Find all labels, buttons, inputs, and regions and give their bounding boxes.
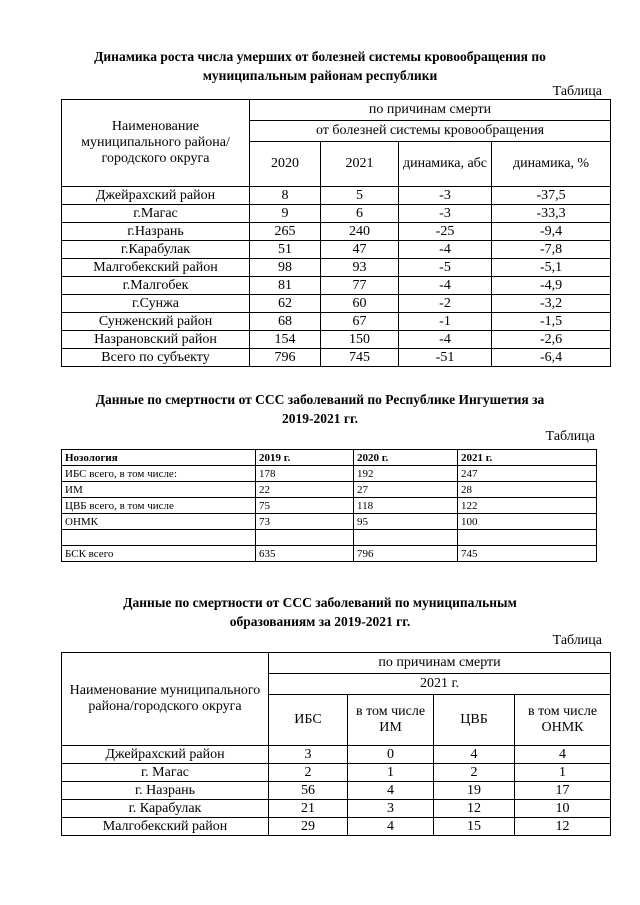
table-cell-y2019 — [256, 530, 354, 546]
table-cell-name — [62, 530, 256, 546]
table-cell-y2021: 100 — [458, 514, 597, 530]
header-district-name: Наименование муниципального района/городского округа — [62, 653, 269, 746]
table-cell-name: Всего по субъекту — [62, 349, 250, 367]
table-cell-v2020: 8 — [250, 187, 321, 205]
table-cell-name: ЦВБ всего, в том числе — [62, 498, 256, 514]
table-row — [62, 277, 611, 295]
table-cell-name: г.Малгобек — [62, 277, 250, 295]
table-cell-pct: -2,6 — [492, 331, 611, 349]
table-cell-name: Сунженский район — [62, 313, 250, 331]
table-cell-v2021: 47 — [321, 241, 399, 259]
header-incl-onmk: в том числе ОНМК — [515, 695, 611, 746]
table-cell-y2021: 247 — [458, 466, 597, 482]
table-cell-y2019: 75 — [256, 498, 354, 514]
table-cell-pct: -37,5 — [492, 187, 611, 205]
table-row — [62, 466, 597, 482]
table-cell-pct: -7,8 — [492, 241, 611, 259]
table-cell-v2021: 6 — [321, 205, 399, 223]
header-incl-im: в том числе ИМ — [348, 695, 434, 746]
table-cell-v2020: 68 — [250, 313, 321, 331]
section2-title — [0, 390, 640, 428]
table-cell-abs: -25 — [399, 223, 492, 241]
table-cell-v2021: 60 — [321, 295, 399, 313]
header-year: 2021 г. — [269, 674, 611, 695]
table-cell-pct: -5,1 — [492, 259, 611, 277]
table-cell-abs: -3 — [399, 187, 492, 205]
table-cell-pct: -33,3 — [492, 205, 611, 223]
table-row — [62, 349, 611, 367]
table-cell-name: Джейрахский район — [62, 187, 250, 205]
table-cell-abs: -5 — [399, 259, 492, 277]
table-cell-name: Джейрахский район — [62, 746, 269, 764]
table-cell-v2020: 98 — [250, 259, 321, 277]
section1-title-line1: Динамика роста числа умерших от болезней системы кровообращения по — [94, 49, 546, 64]
table-cell-y2020: 118 — [354, 498, 458, 514]
table-row — [62, 241, 611, 259]
table-cell-name: Малгобекский район — [62, 259, 250, 277]
table-cell-abs: -4 — [399, 241, 492, 259]
table-cell-y2019: 178 — [256, 466, 354, 482]
table-cell-pct: -9,4 — [492, 223, 611, 241]
table-cell-name: г. Карабулак — [62, 800, 269, 818]
section3-table-caption: Таблица — [552, 633, 602, 648]
table-cell-y2021: 122 — [458, 498, 597, 514]
table-cell-cvb: 19 — [434, 782, 515, 800]
section1-title — [0, 47, 640, 85]
table-cell-v2021: 5 — [321, 187, 399, 205]
nosology-rows — [62, 466, 597, 562]
table-cell-ibs: 29 — [269, 818, 348, 836]
table-cell-onmk: 10 — [515, 800, 611, 818]
table-cell-v2021: 77 — [321, 277, 399, 295]
table-cell-y2020: 192 — [354, 466, 458, 482]
table-cell-name: г.Карабулак — [62, 241, 250, 259]
table-row — [62, 331, 611, 349]
table-cell-y2021 — [458, 530, 597, 546]
mortality-dynamics-rows — [62, 187, 611, 367]
table-cell-onmk: 4 — [515, 746, 611, 764]
table-cell-cvb: 15 — [434, 818, 515, 836]
table-row — [62, 782, 611, 800]
table-cell-im: 0 — [348, 746, 434, 764]
header-dynamics-pct: динамика, % — [492, 142, 611, 187]
table-row — [62, 514, 597, 530]
table-cell-v2020: 796 — [250, 349, 321, 367]
table-cell-y2019: 22 — [256, 482, 354, 498]
section3-title-line1: Данные по смертности от ССС заболеваний по муниципальным — [123, 595, 517, 610]
table-cell-ibs: 21 — [269, 800, 348, 818]
section1-table-caption: Таблица — [552, 84, 602, 99]
section2-title-line2: 2019-2021 гг. — [282, 411, 358, 426]
table-cell-y2020 — [354, 530, 458, 546]
header-nosology: Нозология — [62, 450, 256, 466]
section2-table-caption: Таблица — [545, 429, 595, 444]
table-cell-cvb: 12 — [434, 800, 515, 818]
table-cell-v2021: 745 — [321, 349, 399, 367]
header-2020: 2020 г. — [354, 450, 458, 466]
table-cell-im: 3 — [348, 800, 434, 818]
header-2021: 2021 — [321, 142, 399, 187]
table-cell-name: г.Назрань — [62, 223, 250, 241]
table-cell-name: г. Назрань — [62, 782, 269, 800]
table-cell-im: 4 — [348, 818, 434, 836]
header-2019: 2019 г. — [256, 450, 354, 466]
section1-title-line2: муниципальным районам республики — [202, 68, 438, 83]
table-cell-name: г.Магас — [62, 205, 250, 223]
table-cell-abs: -4 — [399, 277, 492, 295]
table-row — [62, 259, 611, 277]
table-cell-v2021: 67 — [321, 313, 399, 331]
table-row — [62, 764, 611, 782]
table-cell-v2020: 62 — [250, 295, 321, 313]
header-district-name: Наименование муниципального района/городского округа — [62, 100, 250, 187]
header-cvb: ЦВБ — [434, 695, 515, 746]
table-row — [62, 187, 611, 205]
table-row — [62, 530, 597, 546]
table-cell-v2021: 150 — [321, 331, 399, 349]
table-cell-v2021: 240 — [321, 223, 399, 241]
table-cell-pct: -4,9 — [492, 277, 611, 295]
header-2021: 2021 г. — [458, 450, 597, 466]
table-cell-y2021: 28 — [458, 482, 597, 498]
table-cell-v2020: 81 — [250, 277, 321, 295]
municipal-mortality-rows — [62, 746, 611, 836]
table-cell-y2021: 745 — [458, 546, 597, 562]
header-causes: по причинам смерти — [269, 653, 611, 674]
table-cell-name: г.Сунжа — [62, 295, 250, 313]
table-cell-ibs: 3 — [269, 746, 348, 764]
table-cell-abs: -2 — [399, 295, 492, 313]
table-row — [62, 295, 611, 313]
table-cell-ibs: 2 — [269, 764, 348, 782]
table-cell-v2021: 93 — [321, 259, 399, 277]
table-row — [62, 546, 597, 562]
table-cell-cvb: 2 — [434, 764, 515, 782]
table-cell-abs: -4 — [399, 331, 492, 349]
table-cell-name: ИБС всего, в том числе: — [62, 466, 256, 482]
table-cell-pct: -1,5 — [492, 313, 611, 331]
table-cell-v2020: 9 — [250, 205, 321, 223]
table-row — [62, 800, 611, 818]
table-row — [62, 205, 611, 223]
table-cell-v2020: 51 — [250, 241, 321, 259]
table-row — [62, 746, 611, 764]
table-cell-cvb: 4 — [434, 746, 515, 764]
table-row — [62, 818, 611, 836]
table-cell-abs: -3 — [399, 205, 492, 223]
section3-title-line2: образованиям за 2019-2021 гг. — [229, 614, 411, 629]
section3-title — [0, 593, 640, 631]
table-cell-abs: -1 — [399, 313, 492, 331]
table-cell-onmk: 17 — [515, 782, 611, 800]
nosology-table — [61, 449, 597, 562]
table-cell-name: Малгобекский район — [62, 818, 269, 836]
table-cell-y2019: 635 — [256, 546, 354, 562]
table-cell-pct: -6,4 — [492, 349, 611, 367]
table-cell-im: 4 — [348, 782, 434, 800]
table-cell-v2020: 265 — [250, 223, 321, 241]
header-ibs: ИБС — [269, 695, 348, 746]
mortality-dynamics-table — [61, 99, 611, 367]
section2-title-line1: Данные по смертности от ССС заболеваний по Республике Ингушетия за — [95, 392, 545, 407]
table-cell-v2020: 154 — [250, 331, 321, 349]
table-cell-onmk: 12 — [515, 818, 611, 836]
municipal-mortality-table — [61, 652, 611, 836]
table-cell-im: 1 — [348, 764, 434, 782]
table-cell-pct: -3,2 — [492, 295, 611, 313]
table-cell-abs: -51 — [399, 349, 492, 367]
table-row — [62, 223, 611, 241]
table-cell-y2020: 796 — [354, 546, 458, 562]
table-cell-y2020: 27 — [354, 482, 458, 498]
header-dynamics-abs: динамика, абс — [399, 142, 492, 187]
table-row — [62, 498, 597, 514]
table-cell-ibs: 56 — [269, 782, 348, 800]
table-cell-y2020: 95 — [354, 514, 458, 530]
table-cell-name: ОНМК — [62, 514, 256, 530]
table-cell-name: БСК всего — [62, 546, 256, 562]
header-2020: 2020 — [250, 142, 321, 187]
table-row — [62, 482, 597, 498]
header-causes: по причинам смерти — [250, 100, 611, 121]
table-cell-name: г. Магас — [62, 764, 269, 782]
header-disease: от болезней системы кровообращения — [250, 121, 611, 142]
table-cell-y2019: 73 — [256, 514, 354, 530]
table-cell-name: ИМ — [62, 482, 256, 498]
table-cell-name: Назрановский район — [62, 331, 250, 349]
table-row — [62, 313, 611, 331]
table-cell-onmk: 1 — [515, 764, 611, 782]
